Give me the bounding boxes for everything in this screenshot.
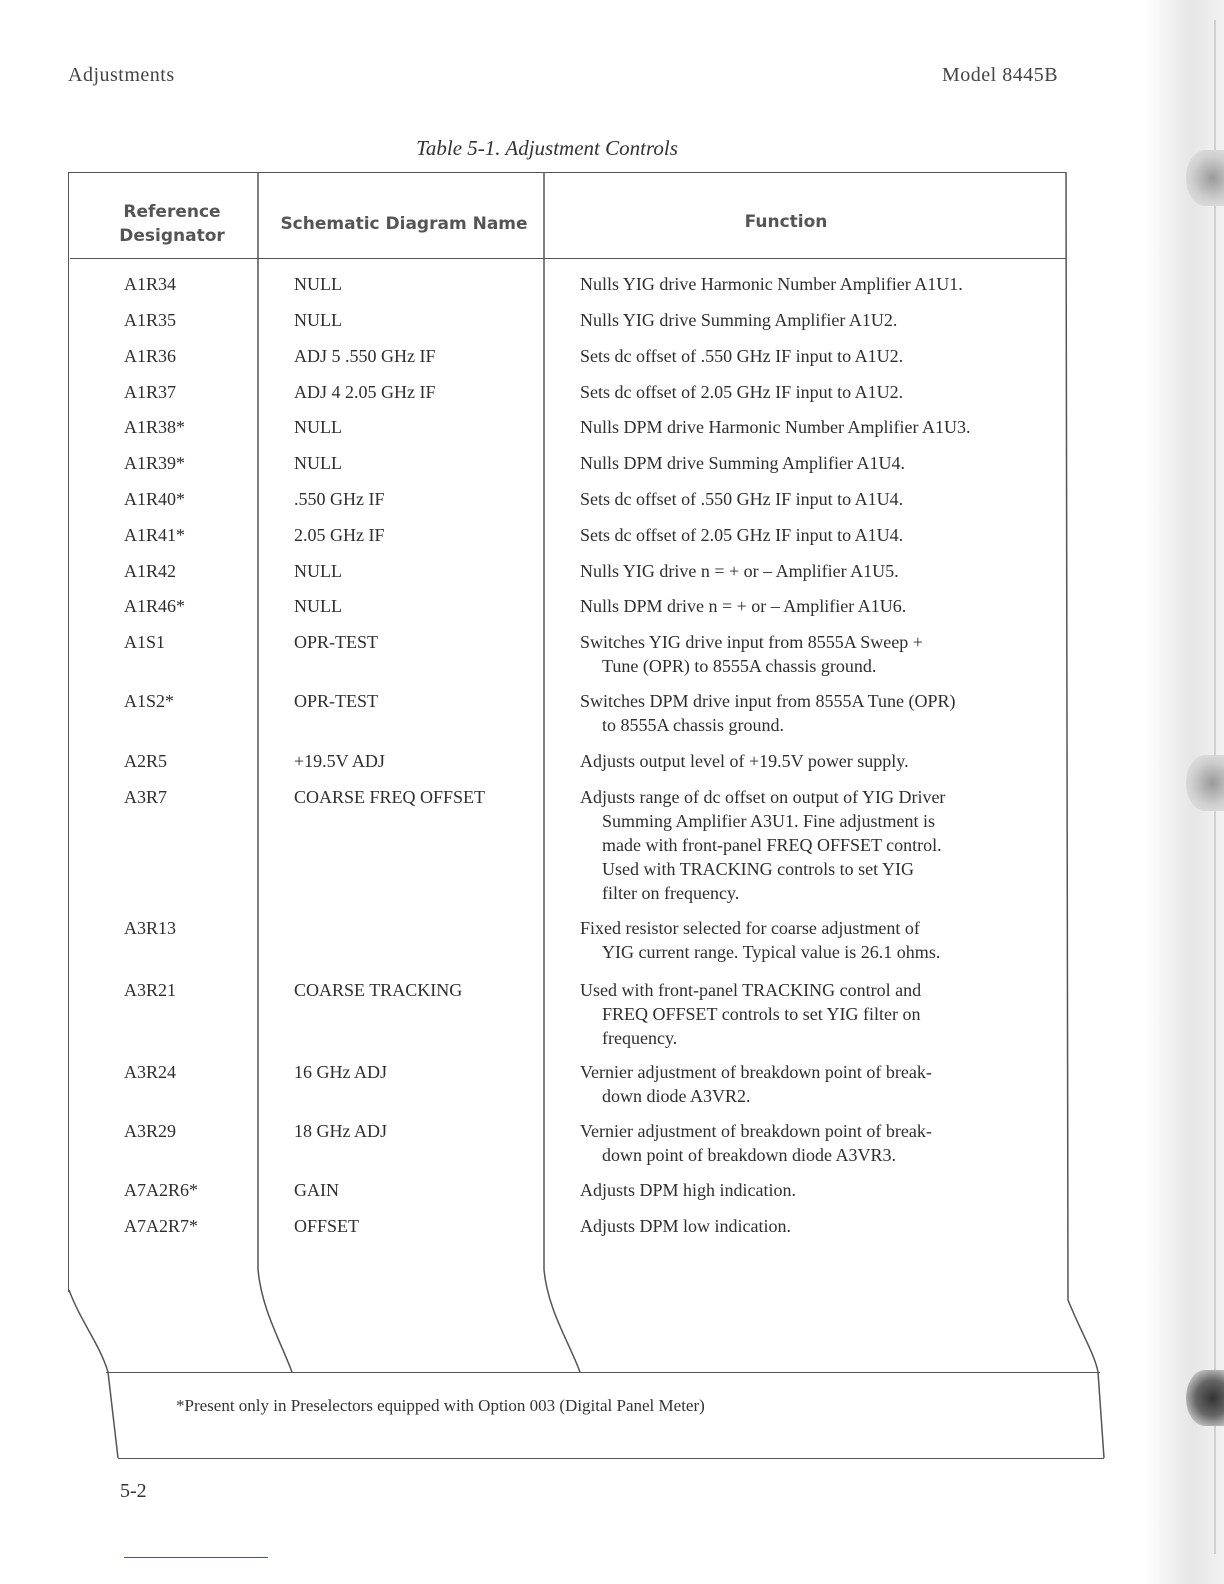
- row-function: [580, 559, 1020, 583]
- row-schematic-name: .550 GHz IF: [294, 489, 385, 509]
- row-schematic-name: GAIN: [294, 1180, 339, 1200]
- row-schematic-name: COARSE TRACKING: [294, 980, 463, 1000]
- row-schematic-name: NULL: [294, 453, 342, 473]
- row-schematic-name: OPR-TEST: [294, 691, 379, 711]
- row-function-line: Nulls DPM drive n = + or – Amplifier A1U6.: [580, 596, 907, 616]
- row-function-line: Adjusts DPM low indication.: [580, 1216, 792, 1236]
- row-reference-designator: A1R41*: [124, 525, 186, 545]
- row-function-line: Nulls YIG drive Harmonic Number Amplifier A1U1.: [580, 274, 963, 294]
- row-function-line: Adjusts output level of +19.5V power supply.: [580, 751, 909, 771]
- row-function-line: Vernier adjustment of breakdown point of break-: [580, 1062, 932, 1082]
- row-schematic-name: NULL: [294, 561, 342, 581]
- row-function-line: Sets dc offset of 2.05 GHz IF input to A1U2.: [580, 382, 904, 402]
- row-function: [580, 1178, 1020, 1202]
- row-function: [580, 749, 1020, 773]
- row-function-line: to 8555A chassis ground.: [602, 715, 784, 735]
- row-reference-designator: A3R21: [124, 980, 177, 1000]
- row-function-line: Switches DPM drive input from 8555A Tune (OPR): [580, 691, 956, 711]
- row-function-line: Summing Amplifier A3U1. Fine adjustment is: [602, 811, 935, 831]
- row-schematic-name: NULL: [294, 274, 342, 294]
- table-caption-text: Table 5-1. Adjustment Controls: [416, 136, 678, 160]
- row-schematic-name: 18 GHz ADJ: [294, 1121, 387, 1141]
- row-function: [580, 380, 1020, 404]
- row-function: [580, 916, 1020, 964]
- row-schematic-name: +19.5V ADJ: [294, 751, 385, 771]
- row-function-line: Nulls YIG drive n = + or – Amplifier A1U5.: [580, 561, 899, 581]
- row-schematic-name: ADJ 5 .550 GHz IF: [294, 346, 436, 366]
- row-function: [580, 1214, 1020, 1238]
- column-header-schematic-name: Schematic Diagram Name: [280, 214, 528, 234]
- row-function-line: Adjusts range of dc offset on output of YIG Driver: [580, 787, 946, 807]
- column-header-function: Function: [744, 212, 828, 232]
- row-function: [580, 1060, 1020, 1108]
- row-function-line: Sets dc offset of .550 GHz IF input to A1U4.: [580, 489, 904, 509]
- row-reference-designator: A1R35: [124, 310, 177, 330]
- row-function: [580, 594, 1020, 618]
- row-function: [580, 451, 1020, 475]
- row-function: [580, 523, 1020, 547]
- row-function-line: down point of breakdown diode A3VR3.: [602, 1145, 896, 1165]
- row-schematic-name: COARSE FREQ OFFSET: [294, 787, 486, 807]
- row-reference-designator: A1R40*: [124, 489, 186, 509]
- row-reference-designator: A1R46*: [124, 596, 186, 616]
- row-function: [580, 272, 1020, 296]
- row-function-line: FREQ OFFSET controls to set YIG filter on: [602, 1004, 921, 1024]
- row-function-line: Nulls DPM drive Harmonic Number Amplifier A1U3.: [580, 417, 971, 437]
- row-reference-designator: A1R39*: [124, 453, 186, 473]
- row-function-line: Used with TRACKING controls to set YIG: [602, 859, 914, 879]
- row-reference-designator: A2R5: [124, 751, 168, 771]
- row-function: [580, 1119, 1020, 1167]
- row-function-line: YIG current range. Typical value is 26.1 ohms.: [602, 942, 941, 962]
- row-schematic-name: ADJ 4 2.05 GHz IF: [294, 382, 436, 402]
- row-function-line: down diode A3VR2.: [602, 1086, 751, 1106]
- row-function-line: Sets dc offset of .550 GHz IF input to A1U2.: [580, 346, 904, 366]
- row-schematic-name: NULL: [294, 310, 342, 330]
- row-schematic-name: NULL: [294, 596, 342, 616]
- row-reference-designator: A7A2R7*: [124, 1216, 199, 1236]
- row-function: [580, 487, 1020, 511]
- row-reference-designator: A7A2R6*: [124, 1180, 199, 1200]
- row-schematic-name: OFFSET: [294, 1216, 360, 1236]
- row-function: [580, 689, 1020, 737]
- bottom-rule: [124, 1557, 268, 1558]
- row-function: [580, 785, 1020, 905]
- row-reference-designator: A3R24: [124, 1062, 177, 1082]
- row-function-line: Nulls DPM drive Summing Amplifier A1U4.: [580, 453, 906, 473]
- row-reference-designator: A1R34: [124, 274, 177, 294]
- column-header-ref-line2: Designator: [119, 226, 225, 246]
- row-function-line: Nulls YIG drive Summing Amplifier A1U2.: [580, 310, 898, 330]
- row-function-line: Sets dc offset of 2.05 GHz IF input to A1U4.: [580, 525, 904, 545]
- row-function-line: Switches YIG drive input from 8555A Sweep +: [580, 632, 923, 652]
- row-reference-designator: A1S1: [124, 632, 166, 652]
- row-schematic-name: NULL: [294, 417, 342, 437]
- row-reference-designator: A1R38*: [124, 417, 186, 437]
- row-reference-designator: A1R42: [124, 561, 177, 581]
- row-function-line: made with front-panel FREQ OFFSET control.: [602, 835, 942, 855]
- table-footnote: *Present only in Preselectors equipped with Option 003 (Digital Panel Meter): [176, 1396, 705, 1415]
- row-schematic-name: 2.05 GHz IF: [294, 525, 385, 545]
- row-reference-designator: A1S2*: [124, 691, 175, 711]
- row-function: [580, 415, 1020, 439]
- running-header-model: Model 8445B: [942, 64, 1059, 86]
- row-reference-designator: A1R36: [124, 346, 177, 366]
- row-function: [580, 630, 1020, 678]
- row-function-line: Adjusts DPM high indication.: [580, 1180, 797, 1200]
- row-schematic-name: OPR-TEST: [294, 632, 379, 652]
- running-header-section: Adjustments: [68, 64, 175, 86]
- row-function: [580, 308, 1020, 332]
- row-function-line: Fixed resistor selected for coarse adjustment of: [580, 918, 920, 938]
- row-reference-designator: A3R13: [124, 918, 177, 938]
- row-reference-designator: A3R29: [124, 1121, 177, 1141]
- column-header-reference-designator: [110, 200, 234, 248]
- row-function-line: Tune (OPR) to 8555A chassis ground.: [602, 656, 877, 676]
- column-header-ref-line1: Reference: [123, 202, 221, 222]
- row-function-line: frequency.: [602, 1028, 678, 1048]
- row-function-line: Used with front-panel TRACKING control and: [580, 980, 922, 1000]
- row-schematic-name: 16 GHz ADJ: [294, 1062, 387, 1082]
- row-reference-designator: A3R7: [124, 787, 168, 807]
- row-function-line: filter on frequency.: [602, 883, 740, 903]
- row-function-line: Vernier adjustment of breakdown point of break-: [580, 1121, 932, 1141]
- page-number: 5-2: [120, 1480, 147, 1502]
- row-function: [580, 978, 1020, 1050]
- row-function: [580, 344, 1020, 368]
- row-reference-designator: A1R37: [124, 382, 177, 402]
